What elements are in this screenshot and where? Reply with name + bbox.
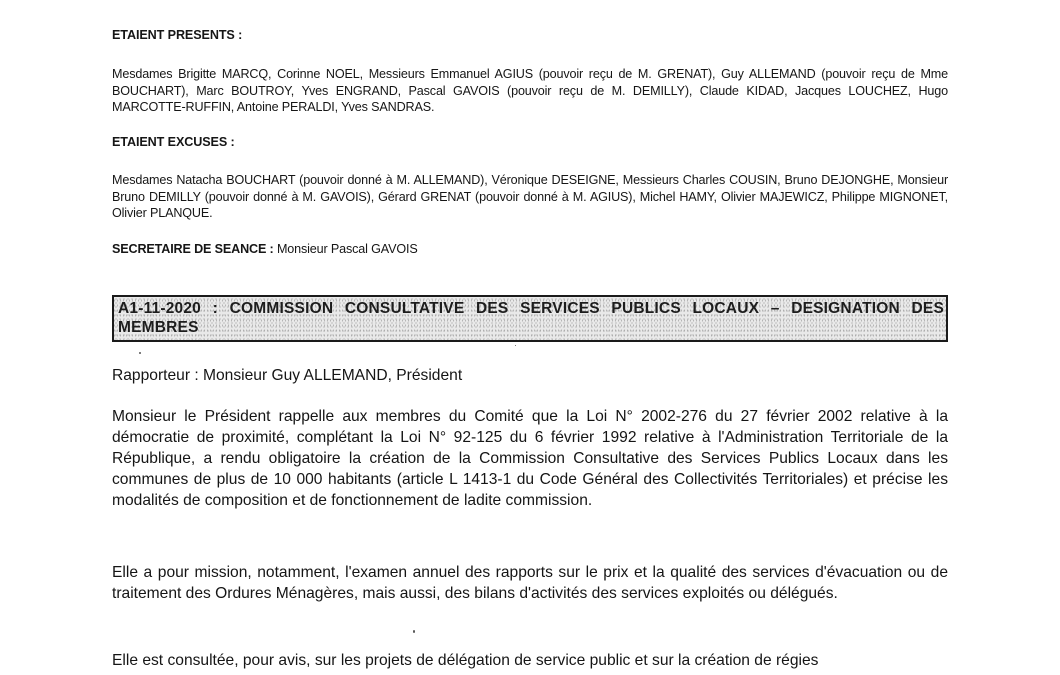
- scan-speck: [139, 352, 141, 354]
- scan-speck: [515, 345, 516, 346]
- body-paragraph: Elle est consultée, pour avis, sur les projets de délégation de service public et sur la création de régies: [112, 652, 819, 669]
- present-heading: ETAIENT PRESENTS :: [112, 28, 243, 42]
- body-paragraph: Elle a pour mission, notamment, l'examen annuel des rapports sur le prix et la qualité des services d'évacuation ou de traitement des Ordures Ménagères, mais aussi, des bilans d'activités des services exploités ou délégués.: [112, 564, 948, 602]
- excused-members-text: Mesdames Natacha BOUCHART (pouvoir donné à M. ALLEMAND), Véronique DESEIGNE, Messieurs Charles COUSIN, Bruno DEJONGHE, Monsieur Bruno DEMILLY (pouvoir donné à M. GAVOIS), Gérard GRENAT (pouvoir donné à M. AGIUS), Michel HAMY, Olivier MAJEWICZ, Philippe MIGNONET, Olivier PLANQUE.: [112, 173, 948, 220]
- secretary-label: SECRETAIRE DE SEANCE :: [112, 242, 274, 256]
- excused-heading: ETAIENT EXCUSES :: [112, 135, 235, 149]
- agenda-item-box: [112, 295, 948, 342]
- scan-speck: [413, 630, 415, 633]
- agenda-item-title: A1-11-2020 : COMMISSION CONSULTATIVE DES SERVICES PUBLICS LOCAUX – DESIGNATION DES MEMBRES: [118, 300, 944, 336]
- body-paragraph: Monsieur le Président rappelle aux membres du Comité que la Loi N° 2002-276 du 27 février 2002 relative à la démocratie de proximité, complétant la Loi N° 92-125 du 6 février 1992 relative à l'Administration Territoriale de la République, a rendu obligatoire la création de la Commission Consultative des Services Publics Locaux dans les communes de plus de 10 000 habitants (article L 1413-1 du Code Général des Collectivités Territoriales) et précise les modalités de composition et de fonctionnement de ladite commission.: [112, 408, 948, 509]
- present-members-text: Mesdames Brigitte MARCQ, Corinne NOEL, Messieurs Emmanuel AGIUS (pouvoir reçu de M. GRENAT), Guy ALLEMAND (pouvoir reçu de Mme BOUCHART), Marc BOUTROY, Yves ENGRAND, Pascal GAVOIS (pouvoir reçu de M. DEMILLY), Claude KIDAD, Jacques LOUCHEZ, Hugo MARCOTTE-RUFFIN, Antoine PERALDI, Yves SANDRAS.: [112, 67, 948, 114]
- rapporteur-line: Rapporteur : Monsieur Guy ALLEMAND, Président: [112, 367, 463, 384]
- session-secretary: [112, 241, 948, 258]
- secretary-name: Monsieur Pascal GAVOIS: [276, 242, 418, 256]
